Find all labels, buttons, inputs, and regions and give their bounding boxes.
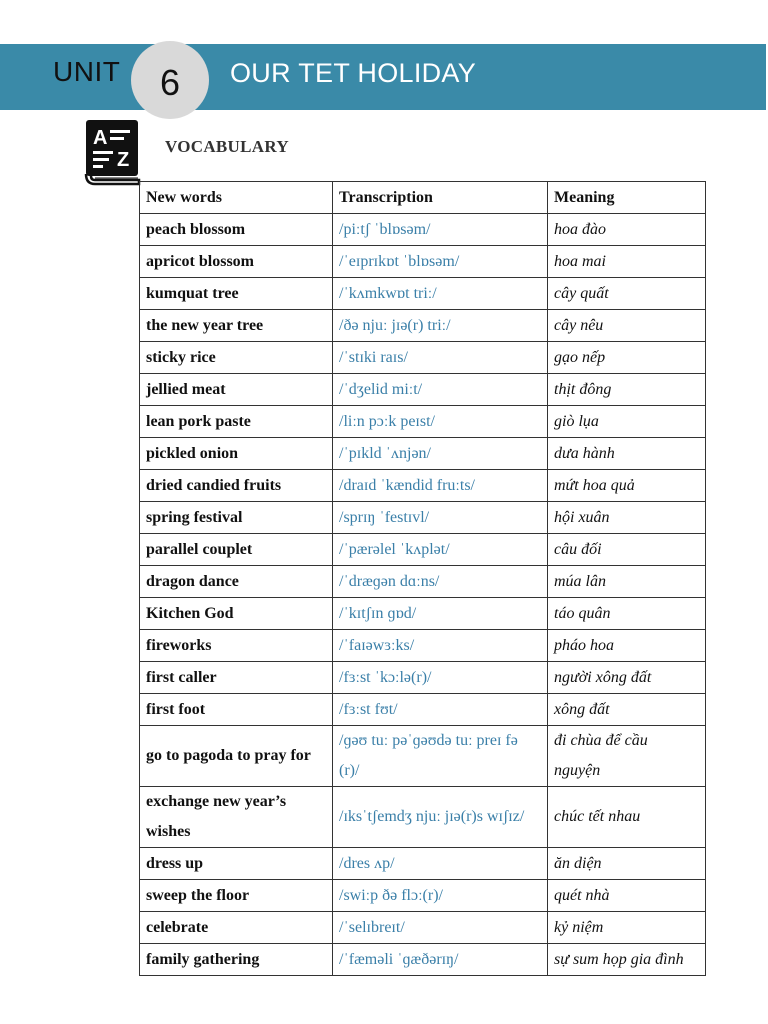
transcription-cell: /swiːp ðə flɔː(r)/ xyxy=(333,880,548,912)
word-cell: jellied meat xyxy=(140,374,333,406)
table-row xyxy=(140,438,706,470)
transcription-cell: /ɪksˈtʃemdʒ njuː jɪə(r)s wɪʃɪz/ xyxy=(333,787,548,848)
word-cell: celebrate xyxy=(140,912,333,944)
meaning-cell xyxy=(548,726,706,787)
unit-label: UNIT xyxy=(53,56,121,87)
meaning-cell: người xông đất xyxy=(548,662,706,694)
meaning-cell: hội xuân xyxy=(548,502,706,534)
word-cell: dragon dance xyxy=(140,566,333,598)
word-cell: dried candied fruits xyxy=(140,470,333,502)
unit-number: 6 xyxy=(159,62,181,103)
transcription-cell: /ðə njuː jɪə(r) triː/ xyxy=(333,310,548,342)
word-cell: first foot xyxy=(140,694,333,726)
transcription-cell: /ˈeɪprɪkɒt ˈblɒsəm/ xyxy=(333,246,548,278)
transcription-cell: /sprɪŋ ˈfestɪvl/ xyxy=(333,502,548,534)
unit-number-badge xyxy=(131,41,209,119)
icon-letter-a: A xyxy=(93,127,108,149)
table-row xyxy=(140,630,706,662)
table-row xyxy=(140,566,706,598)
meaning-cell: dưa hành xyxy=(548,438,706,470)
meaning-cell: gạo nếp xyxy=(548,342,706,374)
meaning-cell: pháo hoa xyxy=(548,630,706,662)
table-row xyxy=(140,534,706,566)
transcription-cell: /ˈdʒelid miːt/ xyxy=(333,374,548,406)
transcription-cell: /dres ʌp/ xyxy=(333,848,548,880)
meaning-cell: táo quân xyxy=(548,598,706,630)
meaning-line-2: nguyện xyxy=(554,762,601,779)
table-row xyxy=(140,406,706,438)
table-row xyxy=(140,912,706,944)
word-cell: Kitchen God xyxy=(140,598,333,630)
word-cell: sticky rice xyxy=(140,342,333,374)
meaning-cell: xông đất xyxy=(548,694,706,726)
meaning-cell: múa lân xyxy=(548,566,706,598)
meaning-cell: giò lụa xyxy=(548,406,706,438)
table-row xyxy=(140,342,706,374)
transcription-cell: /fɜːst ˈkɔːlə(r)/ xyxy=(333,662,548,694)
transcription-cell: /piːtʃ ˈblɒsəm/ xyxy=(333,214,548,246)
header-transcription: Transcription xyxy=(333,182,548,214)
table-row xyxy=(140,374,706,406)
transcription-cell: /liːn pɔːk peɪst/ xyxy=(333,406,548,438)
table-row xyxy=(140,598,706,630)
table-header-row xyxy=(140,182,706,214)
meaning-cell: câu đối xyxy=(548,534,706,566)
transcription-cell: /ˈpɪkld ˈʌnjən/ xyxy=(333,438,548,470)
transcription-cell: /ˈstɪki raɪs/ xyxy=(333,342,548,374)
transcription-cell: /ˈkɪtʃɪn ɡɒd/ xyxy=(333,598,548,630)
header-new-words: New words xyxy=(140,182,333,214)
word-cell: sweep the floor xyxy=(140,880,333,912)
transcription-cell: /ˈkʌmkwɒt triː/ xyxy=(333,278,548,310)
table-row xyxy=(140,214,706,246)
meaning-cell: cây quất xyxy=(548,278,706,310)
word-cell: peach blossom xyxy=(140,214,333,246)
word-cell: dress up xyxy=(140,848,333,880)
meaning-cell: chúc tết nhau xyxy=(548,787,706,848)
transcription-cell: /fɜːst fʊt/ xyxy=(333,694,548,726)
transcription-line-1: /ɡəʊ tuː pəˈɡəʊdə tuː preɪ fə xyxy=(339,732,518,749)
meaning-line-1: đi chùa để cầu xyxy=(554,732,648,749)
table-row xyxy=(140,502,706,534)
word-cell: spring festival xyxy=(140,502,333,534)
word-cell xyxy=(140,787,333,848)
transcription-cell: /ˈdræɡən dɑːns/ xyxy=(333,566,548,598)
transcription-cell: /ˈpærəlel ˈkʌplət/ xyxy=(333,534,548,566)
word-line-2: wishes xyxy=(146,823,191,840)
icon-letter-z: Z xyxy=(117,149,130,171)
word-cell: apricot blossom xyxy=(140,246,333,278)
transcription-cell: /draɪd ˈkændid fruːts/ xyxy=(333,470,548,502)
word-cell: parallel couplet xyxy=(140,534,333,566)
meaning-cell: hoa đào xyxy=(548,214,706,246)
table-row xyxy=(140,278,706,310)
word-cell: pickled onion xyxy=(140,438,333,470)
vocabulary-table xyxy=(139,181,706,976)
header-meaning: Meaning xyxy=(548,182,706,214)
table-row xyxy=(140,662,706,694)
word-line-1: exchange new year’s xyxy=(146,793,287,810)
transcription-cell xyxy=(333,726,548,787)
unit-title: OUR TET HOLIDAY xyxy=(230,58,477,88)
table-row xyxy=(140,944,706,976)
section-title: VOCABULARY xyxy=(165,137,289,156)
table-row xyxy=(140,880,706,912)
meaning-cell: quét nhà xyxy=(548,880,706,912)
transcription-cell: /ˈfaɪəwɜːks/ xyxy=(333,630,548,662)
table-row xyxy=(140,310,706,342)
table-row xyxy=(140,470,706,502)
word-cell: fireworks xyxy=(140,630,333,662)
meaning-cell: sự sum họp gia đình xyxy=(548,944,706,976)
meaning-cell: thịt đông xyxy=(548,374,706,406)
table-row xyxy=(140,726,706,787)
table-row xyxy=(140,694,706,726)
transcription-line-2: (r)/ xyxy=(339,762,360,779)
word-cell: go to pagoda to pray for xyxy=(140,726,333,787)
word-cell: lean pork paste xyxy=(140,406,333,438)
word-cell: first caller xyxy=(140,662,333,694)
meaning-cell: hoa mai xyxy=(548,246,706,278)
table-row xyxy=(140,787,706,848)
meaning-cell: mứt hoa quả xyxy=(548,470,706,502)
meaning-cell: ăn diện xyxy=(548,848,706,880)
transcription-cell: /ˈselɪbreɪt/ xyxy=(333,912,548,944)
table-row xyxy=(140,848,706,880)
transcription-cell: /ˈfæməli ˈɡæðərɪŋ/ xyxy=(333,944,548,976)
a-to-z-book-icon xyxy=(83,118,141,186)
word-cell: family gathering xyxy=(140,944,333,976)
word-cell: kumquat tree xyxy=(140,278,333,310)
meaning-cell: kỷ niệm xyxy=(548,912,706,944)
meaning-cell: cây nêu xyxy=(548,310,706,342)
word-cell: the new year tree xyxy=(140,310,333,342)
table-row xyxy=(140,246,706,278)
